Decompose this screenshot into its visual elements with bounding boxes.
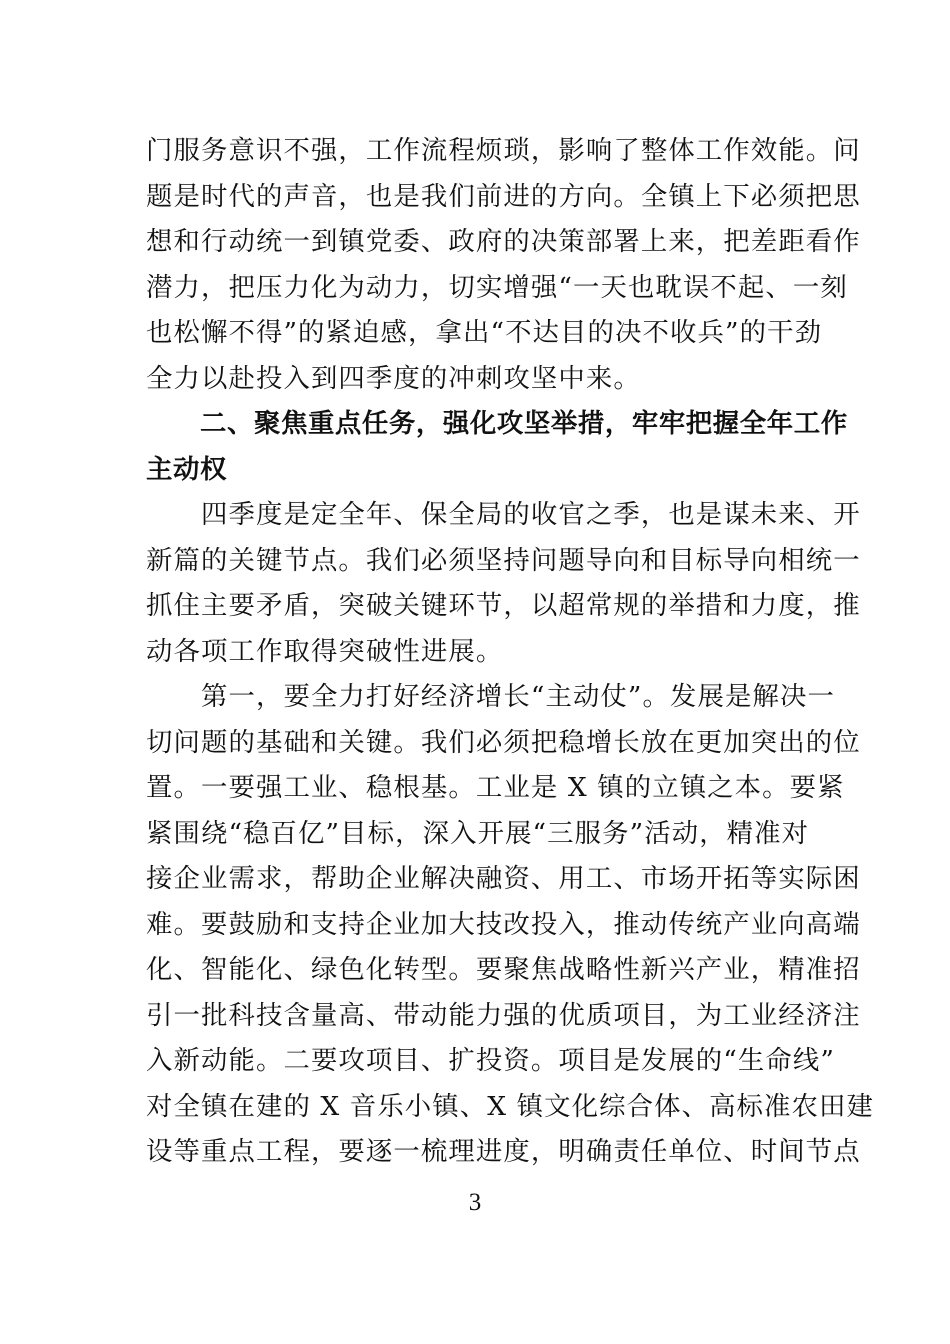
text-line: 化、智能化、绿色化转型。要聚焦战略性新兴产业，精准招 (146, 954, 861, 985)
section-heading-line: 主动权 (146, 453, 227, 485)
page-number: 3 (468, 1189, 482, 1216)
text-line: 难。要鼓励和支持企业加大技改投入，推动传统产业向高端 (146, 908, 861, 940)
text-line: 抓住主要矛盾，突破关键环节，以超常规的举措和力度，推 (146, 590, 861, 621)
text-line: 第一，要全力打好经济增长“主动仗”。发展是解决一 (146, 681, 835, 712)
text-line: 全力以赴投入到四季度的冲刺攻坚中来。 (146, 362, 641, 394)
text-line: 紧围绕“稳百亿”目标，深入开展“三服务”活动，精准对 (146, 817, 810, 849)
text-line: 新篇的关键节点。我们必须坚持问题导向和目标导向相统一 (146, 544, 861, 576)
text-line: 切问题的基础和关键。我们必须把稳增长放在更加突出的位 (146, 726, 861, 758)
body-text (146, 128, 875, 1175)
text-line: 门服务意识不强，工作流程烦琐，影响了整体工作效能。问 (146, 135, 861, 166)
text-line: 接企业需求，帮助企业解决融资、用工、市场开拓等实际困 (146, 863, 861, 894)
text-line: 入新动能。二要攻项目、扩投资。项目是发展的“生命线” (146, 1045, 835, 1076)
text-line: 对全镇在建的 X 音乐小镇、X 镇文化综合体、高标准农田建 (146, 1090, 875, 1122)
text-line: 引一批科技含量高、带动能力强的优质项目，为工业经济注 (146, 999, 861, 1031)
text-line: 想和行动统一到镇党委、政府的决策部署上来，把差距看作 (146, 226, 861, 257)
text-line: 潜力，把压力化为动力，切实增强“一天也耽误不起、一刻 (146, 271, 848, 303)
section-heading-line: 二、聚焦重点任务，强化攻坚举措，牢牢把握全年工作 (146, 408, 848, 439)
text-line: 也松懈不得”的紧迫感，拿出“不达目的决不收兵”的干劲 (146, 317, 823, 348)
text-line: 四季度是定全年、保全局的收官之季，也是谋未来、开 (146, 499, 861, 530)
text-line: 动各项工作取得突破性进展。 (146, 635, 504, 667)
text-line: 设等重点工程，要逐一梳理进度，明确责任单位、时间节点 (146, 1136, 861, 1167)
text-line: 题是时代的声音，也是我们前进的方向。全镇上下必须把思 (146, 180, 861, 212)
text-line: 置。一要强工业、稳根基。工业是 X 镇的立镇之本。要紧 (146, 772, 845, 803)
